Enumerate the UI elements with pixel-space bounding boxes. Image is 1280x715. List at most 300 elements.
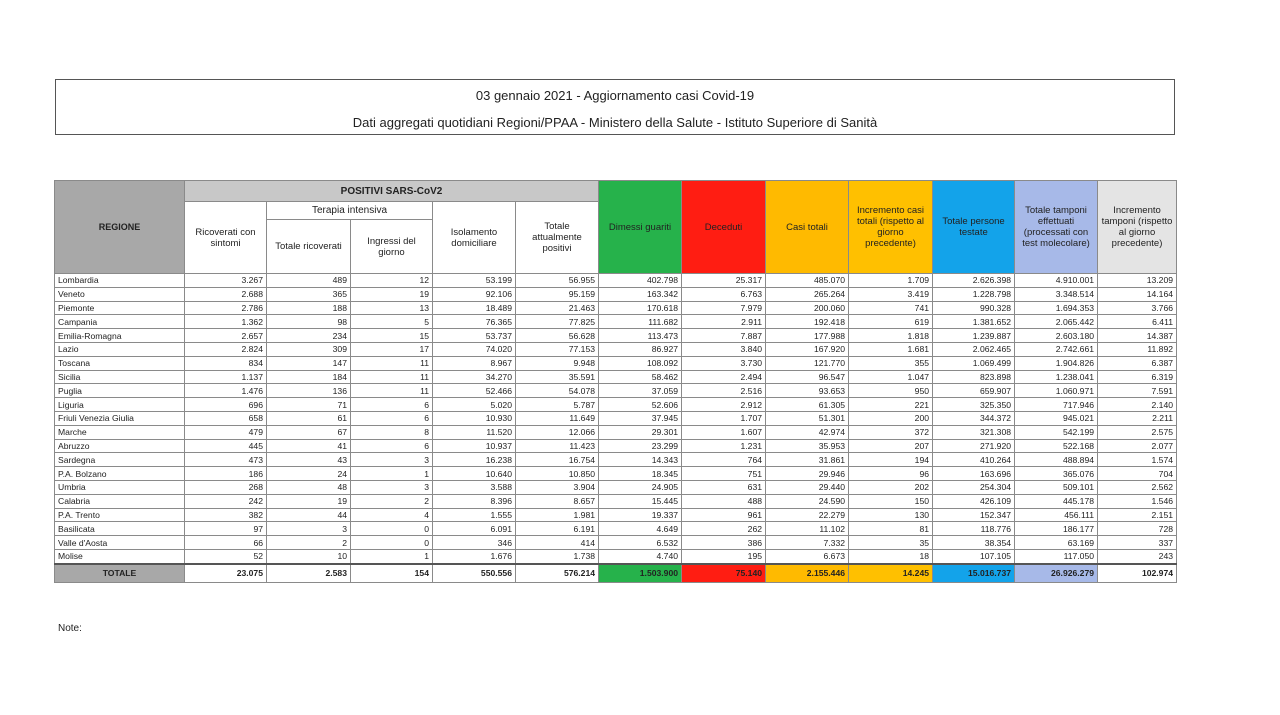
- cell-isolamento: 346: [433, 536, 516, 550]
- cell-totale-positivi: 8.657: [516, 494, 599, 508]
- total-ricoverati: 23.075: [185, 564, 267, 583]
- cell-tamponi: 488.894: [1015, 453, 1098, 467]
- cell-deceduti: 3.840: [682, 342, 766, 356]
- cell-ricoverati: 2.824: [185, 342, 267, 356]
- cell-incremento-casi: 3.419: [849, 287, 933, 301]
- cell-persone-testate: 254.304: [933, 480, 1015, 494]
- cell-casi-totali: 167.920: [766, 342, 849, 356]
- cell-ingressi: 0: [351, 536, 433, 550]
- cell-tamponi: 542.199: [1015, 425, 1098, 439]
- header-isolamento: Isolamento domiciliare: [433, 202, 516, 274]
- total-deceduti: 75.140: [682, 564, 766, 583]
- cell-totale-positivi: 77.825: [516, 315, 599, 329]
- cell-deceduti: 262: [682, 522, 766, 536]
- cell-ingressi: 6: [351, 398, 433, 412]
- header-deceduti: Deceduti: [682, 181, 766, 274]
- cell-ingressi: 13: [351, 301, 433, 315]
- cell-tamponi: 945.021: [1015, 411, 1098, 425]
- cell-casi-totali: 177.988: [766, 329, 849, 343]
- cell-tamponi: 2.065.442: [1015, 315, 1098, 329]
- table-row: [55, 384, 1177, 398]
- cell-ingressi: 3: [351, 480, 433, 494]
- total-persone-testate: 15.016.737: [933, 564, 1015, 583]
- cell-isolamento: 34.270: [433, 370, 516, 384]
- cell-isolamento: 16.238: [433, 453, 516, 467]
- cell-incremento-casi: 372: [849, 425, 933, 439]
- cell-regione: Umbria: [55, 480, 185, 494]
- cell-regione: Valle d'Aosta: [55, 536, 185, 550]
- cell-totale-ricoverati: 71: [267, 398, 351, 412]
- cell-ricoverati: 479: [185, 425, 267, 439]
- cell-totale-positivi: 1.981: [516, 508, 599, 522]
- cell-dimessi: 86.927: [599, 342, 682, 356]
- cell-persone-testate: 321.308: [933, 425, 1015, 439]
- table-row: [55, 301, 1177, 315]
- cell-dimessi: 6.532: [599, 536, 682, 550]
- cell-totale-positivi: 414: [516, 536, 599, 550]
- cell-persone-testate: 1.228.798: [933, 287, 1015, 301]
- cell-isolamento: 1.555: [433, 508, 516, 522]
- cell-dimessi: 37.059: [599, 384, 682, 398]
- header-ingressi: Ingressi del giorno: [351, 220, 433, 274]
- cell-tamponi: 1.694.353: [1015, 301, 1098, 315]
- cell-ricoverati: 473: [185, 453, 267, 467]
- cell-totale-ricoverati: 136: [267, 384, 351, 398]
- cell-regione: Puglia: [55, 384, 185, 398]
- cell-deceduti: 1.607: [682, 425, 766, 439]
- cell-tamponi: 1.060.971: [1015, 384, 1098, 398]
- cell-dimessi: 108.092: [599, 356, 682, 370]
- cell-incremento-tamponi: 6.387: [1098, 356, 1177, 370]
- cell-dimessi: 15.445: [599, 494, 682, 508]
- page-subtitle: Dati aggregati quotidiani Regioni/PPAA - Ministero della Salute - Istituto Superiore di Sanità: [352, 115, 878, 130]
- cell-isolamento: 76.365: [433, 315, 516, 329]
- cell-tamponi: 1.238.041: [1015, 370, 1098, 384]
- cell-incremento-casi: 96: [849, 467, 933, 481]
- cell-regione: Liguria: [55, 398, 185, 412]
- cell-totale-ricoverati: 3: [267, 522, 351, 536]
- cell-incremento-casi: 194: [849, 453, 933, 467]
- cell-casi-totali: 265.264: [766, 287, 849, 301]
- cell-totale-positivi: 5.787: [516, 398, 599, 412]
- total-incremento-casi: 14.245: [849, 564, 933, 583]
- cell-ingressi: 6: [351, 411, 433, 425]
- cell-dimessi: 58.462: [599, 370, 682, 384]
- cell-deceduti: 3.730: [682, 356, 766, 370]
- cell-persone-testate: 1.239.887: [933, 329, 1015, 343]
- cell-persone-testate: 344.372: [933, 411, 1015, 425]
- cell-persone-testate: 107.105: [933, 549, 1015, 563]
- cell-casi-totali: 485.070: [766, 274, 849, 288]
- cell-incremento-tamponi: 6.411: [1098, 315, 1177, 329]
- cell-totale-ricoverati: 43: [267, 453, 351, 467]
- cell-totale-positivi: 56.628: [516, 329, 599, 343]
- cell-regione: Abruzzo: [55, 439, 185, 453]
- cell-tamponi: 1.904.826: [1015, 356, 1098, 370]
- cell-ingressi: 8: [351, 425, 433, 439]
- cell-ricoverati: 3.267: [185, 274, 267, 288]
- cell-ricoverati: 2.657: [185, 329, 267, 343]
- covid-data-table: [54, 180, 1177, 583]
- cell-deceduti: 386: [682, 536, 766, 550]
- total-totale-ricoverati: 2.583: [267, 564, 351, 583]
- cell-tamponi: 2.742.661: [1015, 342, 1098, 356]
- cell-ingressi: 1: [351, 467, 433, 481]
- cell-isolamento: 92.106: [433, 287, 516, 301]
- cell-ricoverati: 658: [185, 411, 267, 425]
- cell-incremento-tamponi: 2.575: [1098, 425, 1177, 439]
- cell-casi-totali: 192.418: [766, 315, 849, 329]
- cell-regione: Basilicata: [55, 522, 185, 536]
- cell-isolamento: 3.588: [433, 480, 516, 494]
- cell-ricoverati: 97: [185, 522, 267, 536]
- cell-ricoverati: 52: [185, 549, 267, 563]
- cell-totale-positivi: 35.591: [516, 370, 599, 384]
- cell-deceduti: 7.979: [682, 301, 766, 315]
- cell-incremento-casi: 130: [849, 508, 933, 522]
- cell-tamponi: 63.169: [1015, 536, 1098, 550]
- cell-isolamento: 1.676: [433, 549, 516, 563]
- table-row: [55, 329, 1177, 343]
- cell-dimessi: 24.905: [599, 480, 682, 494]
- cell-dimessi: 18.345: [599, 467, 682, 481]
- cell-incremento-casi: 150: [849, 494, 933, 508]
- cell-totale-ricoverati: 188: [267, 301, 351, 315]
- total-totale-positivi: 576.214: [516, 564, 599, 583]
- cell-deceduti: 6.763: [682, 287, 766, 301]
- cell-ricoverati: 268: [185, 480, 267, 494]
- cell-totale-positivi: 11.649: [516, 411, 599, 425]
- cell-casi-totali: 29.946: [766, 467, 849, 481]
- cell-incremento-casi: 950: [849, 384, 933, 398]
- cell-ingressi: 11: [351, 356, 433, 370]
- cell-incremento-casi: 1.709: [849, 274, 933, 288]
- cell-deceduti: 2.516: [682, 384, 766, 398]
- cell-tamponi: 456.111: [1015, 508, 1098, 522]
- header-terapia-intensiva: Terapia intensiva: [267, 202, 433, 220]
- total-tamponi: 26.926.279: [1015, 564, 1098, 583]
- cell-regione: Calabria: [55, 494, 185, 508]
- cell-dimessi: 4.740: [599, 549, 682, 563]
- cell-ricoverati: 1.137: [185, 370, 267, 384]
- cell-tamponi: 3.348.514: [1015, 287, 1098, 301]
- cell-casi-totali: 24.590: [766, 494, 849, 508]
- cell-casi-totali: 200.060: [766, 301, 849, 315]
- cell-ricoverati: 696: [185, 398, 267, 412]
- cell-isolamento: 18.489: [433, 301, 516, 315]
- table-row: [55, 342, 1177, 356]
- cell-tamponi: 522.168: [1015, 439, 1098, 453]
- cell-regione: Sicilia: [55, 370, 185, 384]
- cell-casi-totali: 7.332: [766, 536, 849, 550]
- table-row: [55, 398, 1177, 412]
- cell-ingressi: 17: [351, 342, 433, 356]
- cell-isolamento: 8.396: [433, 494, 516, 508]
- cell-ricoverati: 66: [185, 536, 267, 550]
- cell-deceduti: 25.317: [682, 274, 766, 288]
- cell-ricoverati: 2.688: [185, 287, 267, 301]
- cell-incremento-casi: 35: [849, 536, 933, 550]
- cell-ricoverati: 242: [185, 494, 267, 508]
- cell-casi-totali: 121.770: [766, 356, 849, 370]
- cell-incremento-tamponi: 1.574: [1098, 453, 1177, 467]
- cell-incremento-tamponi: 13.209: [1098, 274, 1177, 288]
- cell-deceduti: 1.707: [682, 411, 766, 425]
- cell-incremento-casi: 619: [849, 315, 933, 329]
- header-tamponi: Totale tamponi effettuati (processati con test molecolare): [1015, 181, 1098, 274]
- cell-ricoverati: 382: [185, 508, 267, 522]
- cell-persone-testate: 1.381.652: [933, 315, 1015, 329]
- cell-persone-testate: 163.696: [933, 467, 1015, 481]
- cell-persone-testate: 271.920: [933, 439, 1015, 453]
- table-row: [55, 480, 1177, 494]
- cell-ricoverati: 834: [185, 356, 267, 370]
- table-row: [55, 453, 1177, 467]
- cell-incremento-tamponi: 7.591: [1098, 384, 1177, 398]
- cell-ingressi: 5: [351, 315, 433, 329]
- header-regione: REGIONE: [55, 181, 185, 274]
- cell-deceduti: 764: [682, 453, 766, 467]
- cell-ingressi: 0: [351, 522, 433, 536]
- cell-isolamento: 10.930: [433, 411, 516, 425]
- cell-totale-ricoverati: 2: [267, 536, 351, 550]
- cell-regione: P.A. Trento: [55, 508, 185, 522]
- cell-regione: Marche: [55, 425, 185, 439]
- cell-persone-testate: 990.328: [933, 301, 1015, 315]
- cell-totale-positivi: 95.159: [516, 287, 599, 301]
- table-row: [55, 522, 1177, 536]
- total-row: [55, 564, 1177, 583]
- cell-ricoverati: 186: [185, 467, 267, 481]
- cell-totale-ricoverati: 61: [267, 411, 351, 425]
- cell-tamponi: 717.946: [1015, 398, 1098, 412]
- table-row: [55, 315, 1177, 329]
- cell-totale-positivi: 16.754: [516, 453, 599, 467]
- cell-incremento-tamponi: 14.164: [1098, 287, 1177, 301]
- cell-casi-totali: 22.279: [766, 508, 849, 522]
- cell-isolamento: 53.199: [433, 274, 516, 288]
- cell-persone-testate: 659.907: [933, 384, 1015, 398]
- cell-tamponi: 2.603.180: [1015, 329, 1098, 343]
- cell-incremento-tamponi: 2.562: [1098, 480, 1177, 494]
- total-regione: TOTALE: [55, 564, 185, 583]
- cell-incremento-tamponi: 14.387: [1098, 329, 1177, 343]
- cell-casi-totali: 61.305: [766, 398, 849, 412]
- table-row: [55, 411, 1177, 425]
- page-title: 03 gennaio 2021 - Aggiornamento casi Covid-19: [475, 88, 755, 103]
- cell-incremento-casi: 1.818: [849, 329, 933, 343]
- cell-totale-ricoverati: 48: [267, 480, 351, 494]
- cell-deceduti: 488: [682, 494, 766, 508]
- cell-ricoverati: 2.786: [185, 301, 267, 315]
- cell-incremento-casi: 18: [849, 549, 933, 563]
- cell-regione: Toscana: [55, 356, 185, 370]
- cell-persone-testate: 152.347: [933, 508, 1015, 522]
- table-row: [55, 287, 1177, 301]
- cell-totale-positivi: 21.463: [516, 301, 599, 315]
- cell-totale-ricoverati: 41: [267, 439, 351, 453]
- cell-ingressi: 11: [351, 384, 433, 398]
- cell-ingressi: 3: [351, 453, 433, 467]
- cell-isolamento: 52.466: [433, 384, 516, 398]
- cell-ingressi: 1: [351, 549, 433, 563]
- cell-casi-totali: 96.547: [766, 370, 849, 384]
- cell-totale-ricoverati: 44: [267, 508, 351, 522]
- cell-isolamento: 74.020: [433, 342, 516, 356]
- cell-totale-positivi: 77.153: [516, 342, 599, 356]
- cell-totale-ricoverati: 184: [267, 370, 351, 384]
- cell-totale-ricoverati: 98: [267, 315, 351, 329]
- header-persone-testate: Totale persone testate: [933, 181, 1015, 274]
- cell-dimessi: 52.606: [599, 398, 682, 412]
- cell-isolamento: 8.967: [433, 356, 516, 370]
- cell-ricoverati: 1.476: [185, 384, 267, 398]
- cell-incremento-casi: 355: [849, 356, 933, 370]
- cell-casi-totali: 93.653: [766, 384, 849, 398]
- total-dimessi: 1.503.900: [599, 564, 682, 583]
- cell-incremento-casi: 1.047: [849, 370, 933, 384]
- title-box: [55, 79, 1175, 135]
- cell-incremento-casi: 202: [849, 480, 933, 494]
- header-ricoverati: Ricoverati con sintomi: [185, 202, 267, 274]
- cell-incremento-tamponi: 2.077: [1098, 439, 1177, 453]
- cell-totale-ricoverati: 10: [267, 549, 351, 563]
- header-totale-positivi: Totale attualmente positivi: [516, 202, 599, 274]
- cell-dimessi: 113.473: [599, 329, 682, 343]
- cell-dimessi: 14.343: [599, 453, 682, 467]
- total-isolamento: 550.556: [433, 564, 516, 583]
- cell-regione: Friuli Venezia Giulia: [55, 411, 185, 425]
- cell-totale-ricoverati: 234: [267, 329, 351, 343]
- total-casi-totali: 2.155.446: [766, 564, 849, 583]
- cell-persone-testate: 38.354: [933, 536, 1015, 550]
- cell-regione: Emilia-Romagna: [55, 329, 185, 343]
- cell-persone-testate: 2.626.398: [933, 274, 1015, 288]
- table-row: [55, 439, 1177, 453]
- cell-regione: Piemonte: [55, 301, 185, 315]
- cell-incremento-casi: 1.681: [849, 342, 933, 356]
- cell-dimessi: 37.945: [599, 411, 682, 425]
- cell-totale-positivi: 56.955: [516, 274, 599, 288]
- cell-incremento-tamponi: 243: [1098, 549, 1177, 563]
- cell-totale-positivi: 1.738: [516, 549, 599, 563]
- header-casi-totali: Casi totali: [766, 181, 849, 274]
- cell-totale-positivi: 12.066: [516, 425, 599, 439]
- cell-incremento-casi: 200: [849, 411, 933, 425]
- cell-casi-totali: 51.301: [766, 411, 849, 425]
- cell-totale-ricoverati: 19: [267, 494, 351, 508]
- cell-casi-totali: 6.673: [766, 549, 849, 563]
- total-ingressi: 154: [351, 564, 433, 583]
- cell-tamponi: 365.076: [1015, 467, 1098, 481]
- cell-deceduti: 631: [682, 480, 766, 494]
- cell-totale-ricoverati: 24: [267, 467, 351, 481]
- cell-deceduti: 7.887: [682, 329, 766, 343]
- cell-dimessi: 23.299: [599, 439, 682, 453]
- cell-persone-testate: 1.069.499: [933, 356, 1015, 370]
- cell-persone-testate: 410.264: [933, 453, 1015, 467]
- note-label: Note:: [58, 623, 82, 634]
- cell-dimessi: 4.649: [599, 522, 682, 536]
- cell-totale-positivi: 6.191: [516, 522, 599, 536]
- cell-casi-totali: 29.440: [766, 480, 849, 494]
- cell-isolamento: 11.520: [433, 425, 516, 439]
- cell-isolamento: 53.737: [433, 329, 516, 343]
- cell-isolamento: 10.937: [433, 439, 516, 453]
- cell-incremento-tamponi: 704: [1098, 467, 1177, 481]
- cell-ingressi: 19: [351, 287, 433, 301]
- table-row: [55, 274, 1177, 288]
- cell-incremento-tamponi: 2.151: [1098, 508, 1177, 522]
- cell-totale-ricoverati: 67: [267, 425, 351, 439]
- cell-totale-ricoverati: 365: [267, 287, 351, 301]
- cell-isolamento: 5.020: [433, 398, 516, 412]
- cell-casi-totali: 35.953: [766, 439, 849, 453]
- table-row: [55, 508, 1177, 522]
- cell-persone-testate: 2.062.465: [933, 342, 1015, 356]
- table-row: [55, 494, 1177, 508]
- cell-casi-totali: 42.974: [766, 425, 849, 439]
- cell-ricoverati: 1.362: [185, 315, 267, 329]
- cell-dimessi: 402.798: [599, 274, 682, 288]
- cell-tamponi: 509.101: [1015, 480, 1098, 494]
- cell-incremento-tamponi: 6.319: [1098, 370, 1177, 384]
- table-row: [55, 425, 1177, 439]
- cell-totale-positivi: 11.423: [516, 439, 599, 453]
- header-positivi: POSITIVI SARS-CoV2: [185, 181, 599, 202]
- cell-deceduti: 2.911: [682, 315, 766, 329]
- header-incremento-casi: Incremento casi totali (rispetto al giorno precedente): [849, 181, 933, 274]
- cell-regione: Lazio: [55, 342, 185, 356]
- cell-ingressi: 11: [351, 370, 433, 384]
- cell-totale-ricoverati: 489: [267, 274, 351, 288]
- cell-regione: P.A. Bolzano: [55, 467, 185, 481]
- cell-ingressi: 12: [351, 274, 433, 288]
- cell-incremento-tamponi: 11.892: [1098, 342, 1177, 356]
- header-totale-ricoverati: Totale ricoverati: [267, 220, 351, 274]
- table-row: [55, 549, 1177, 563]
- cell-dimessi: 19.337: [599, 508, 682, 522]
- cell-tamponi: 445.178: [1015, 494, 1098, 508]
- cell-totale-positivi: 54.078: [516, 384, 599, 398]
- cell-dimessi: 111.682: [599, 315, 682, 329]
- cell-regione: Lombardia: [55, 274, 185, 288]
- cell-totale-positivi: 9.948: [516, 356, 599, 370]
- cell-ingressi: 4: [351, 508, 433, 522]
- cell-tamponi: 186.177: [1015, 522, 1098, 536]
- cell-deceduti: 961: [682, 508, 766, 522]
- cell-deceduti: 2.912: [682, 398, 766, 412]
- cell-dimessi: 29.301: [599, 425, 682, 439]
- cell-incremento-casi: 81: [849, 522, 933, 536]
- cell-incremento-tamponi: 1.546: [1098, 494, 1177, 508]
- table-row: [55, 356, 1177, 370]
- cell-totale-ricoverati: 147: [267, 356, 351, 370]
- cell-persone-testate: 426.109: [933, 494, 1015, 508]
- cell-incremento-casi: 741: [849, 301, 933, 315]
- cell-regione: Molise: [55, 549, 185, 563]
- cell-casi-totali: 31.861: [766, 453, 849, 467]
- table-row: [55, 536, 1177, 550]
- total-incremento-tamponi: 102.974: [1098, 564, 1177, 583]
- cell-dimessi: 170.618: [599, 301, 682, 315]
- table-body: [55, 274, 1177, 583]
- cell-ingressi: 15: [351, 329, 433, 343]
- cell-deceduti: 1.231: [682, 439, 766, 453]
- cell-regione: Campania: [55, 315, 185, 329]
- cell-totale-positivi: 3.904: [516, 480, 599, 494]
- cell-isolamento: 10.640: [433, 467, 516, 481]
